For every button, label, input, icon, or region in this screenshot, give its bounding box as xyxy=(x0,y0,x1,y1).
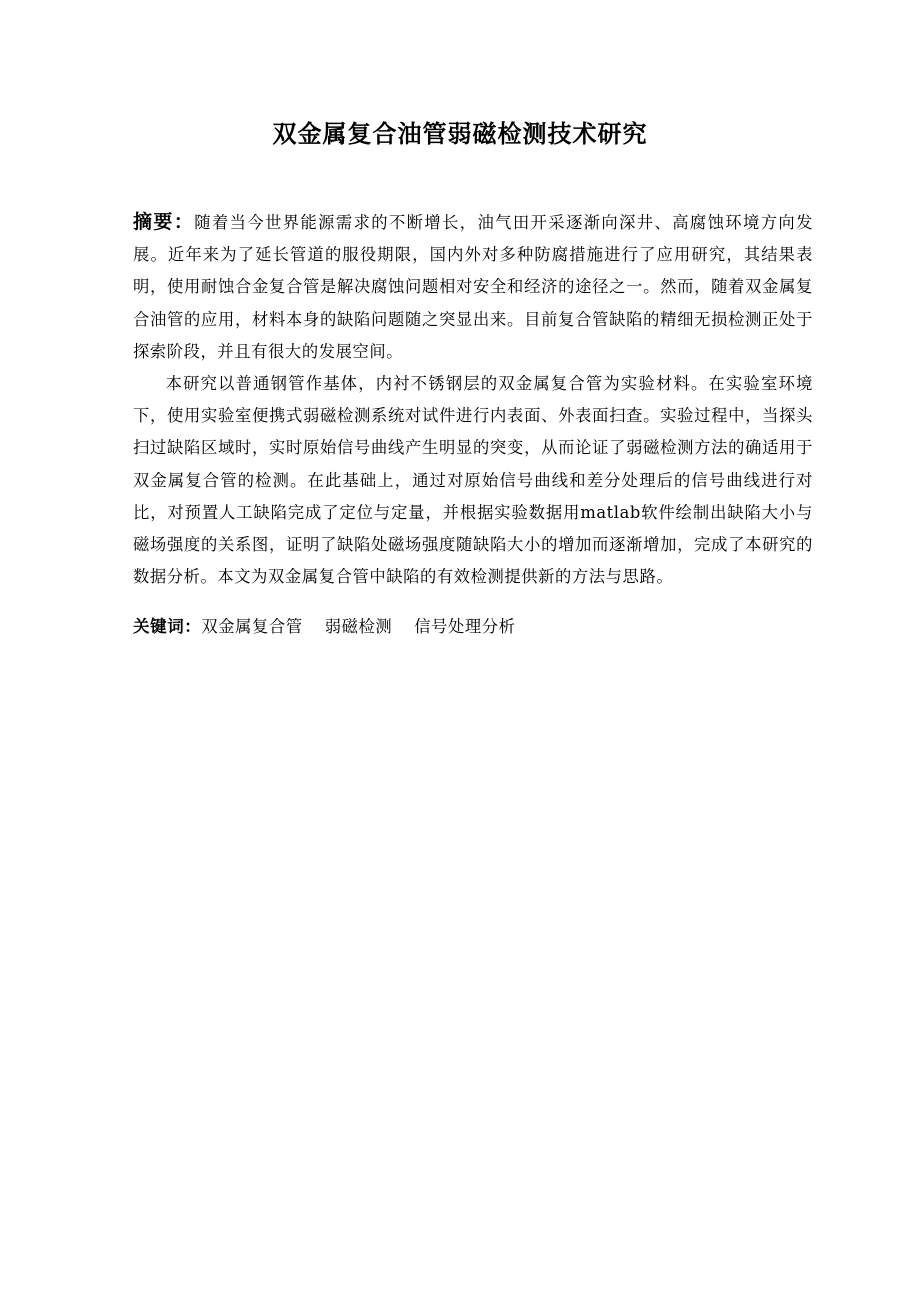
abstract-label: 摘要： xyxy=(133,211,195,233)
document-title: 双金属复合油管弱磁检测技术研究 xyxy=(272,120,648,148)
keyword-item: 信号处理分析 xyxy=(414,617,516,637)
abstract-text-1: 随着当今世界能源需求的不断增长，油气田开采逐渐向深井、高腐蚀环境方向发展。近年来为了延长管道的服役期限，国内外对多种防腐措施进行了应用研究，其结果表明，使用耐蚀合金复合管是解决腐蚀问题相对安全和经济的途径之一。然而，随着双金属复合油管的应用，材料本身的缺陷问题随之突显出来。目前复合管缺陷的精细无损检测正处于探索阶段，并且有很大的发展空间。 xyxy=(133,213,813,361)
abstract-paragraph-1 xyxy=(133,206,813,368)
keyword-item: 双金属复合管 xyxy=(201,617,303,637)
keywords-line xyxy=(133,611,813,643)
abstract-section xyxy=(133,206,813,643)
keyword-item: 弱磁检测 xyxy=(324,617,393,637)
abstract-paragraph-2: 本研究以普通钢管作基体，内衬不锈钢层的双金属复合管为实验材料。在实验室环境下，使用实验室便携式弱磁检测系统对试件进行内表面、外表面扫查。实验过程中，当探头扫过缺陷区域时，实时原始信号曲线产生明显的突变，从而论证了弱磁检测方法的确适用于双金属复合管的检测。在此基础上，通过对原始信号曲线和差分处理后的信号曲线进行对比，对预置人工缺陷完成了定位与定量，并根据实验数据用matlab软件绘制出缺陷大小与磁场强度的关系图，证明了缺陷处磁场强度随缺陷大小的增加而逐渐增加，完成了本研究的数据分析。本文为双金属复合管中缺陷的有效检测提供新的方法与思路。 xyxy=(133,374,813,587)
keywords-label: 关键词： xyxy=(133,617,202,637)
